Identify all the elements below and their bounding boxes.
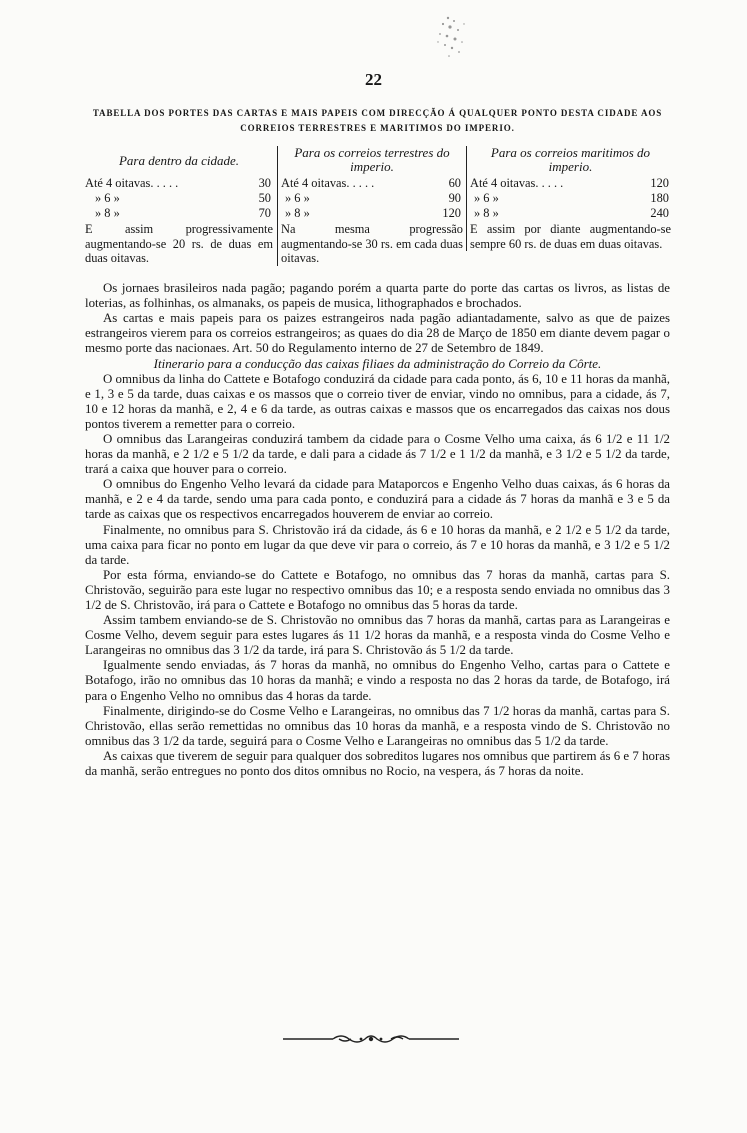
rate-label: » 6 » <box>474 191 499 205</box>
rate-value: 120 <box>442 206 461 220</box>
paragraph: Os jornaes brasileiros nada pagão; pagando porém a quarta parte do porte das cartas os livros, as listas de loterias, as folhinhas, os almanaks, os papeis de musica, lithographados e brochados. <box>85 281 670 311</box>
rate-column-sea-mail <box>466 146 671 251</box>
column-note: Na mesma progressão augmentando-se 30 rs. em cada duas oitavas. <box>281 222 463 265</box>
rate-label: » 8 » <box>474 206 499 220</box>
body-text <box>85 281 670 779</box>
column-heading: Para os correios maritimos do imperio. <box>490 145 651 174</box>
paragraph: Finalmente, dirigindo-se do Cosme Velho e Larangeiras, no omnibus das 7 1/2 horas da manhã, cartas para S. Christovão, ellas serão remettidas no omnibus das 10 horas da manhã, e a resposta vindo de S. Christovão no omnibus das 3 1/2 da tarde, seguirá para o Cosme Velho e Larangeiras no omnibus das 5 1/2 da tarde. <box>85 703 670 748</box>
column-heading: Para dentro da cidade. <box>118 153 240 168</box>
rate-row <box>85 176 273 191</box>
paragraph: O omnibus do Engenho Velho levará da cidade para Mataporcos e Engenho Velho duas caixas, ás 6 horas da manhã, e 2 e 4 da tarde, sendo uma para cada ponto, e conduzirá para a cidade ás 7 horas da manhã e 3 e 5 da tarde as caixas que os respectivos encarregados houverem de enviar ao correio. <box>85 477 670 522</box>
rate-value: 90 <box>448 191 461 205</box>
table-title: TABELLA DOS PORTES DAS CARTAS E MAIS PAPEIS COM DIRECÇÃO Á QUALQUER PONTO DESTA CIDADE AOS CORREIOS TERRESTRES E MARITIMOS DO IMPERIO. <box>92 108 663 133</box>
paragraph: Igualmente sendo enviadas, ás 7 horas da manhã, no omnibus do Engenho Velho, cartas para o Cattete e Botafogo, irão no omnibus das 10 horas da manhã; e vindo a resposta no das 2 horas da tarde, de Botafogo, irá para o Engenho Velho no omnibus das 4 horas da tarde. <box>85 658 670 703</box>
paragraph: O omnibus das Larangeiras conduzirá tambem da cidade para o Cosme Velho uma caixa, ás 6 1/2 e 11 1/2 horas da manhã, e 2 1/2 e 5 1/2 da tarde, e dali para a cidade ás 7 1/2 e 1 1/2 da manhã, e 3 1/2 e 5 1/2 da tarde, trará a caixa que houver para o correio. <box>85 431 670 477</box>
page-number: 22 <box>365 70 382 89</box>
rate-row <box>85 206 273 221</box>
rate-label: » 6 » <box>285 191 310 205</box>
rate-label: » 8 » <box>285 206 310 220</box>
paragraph: Assim tambem enviando-se de S. Christovão no omnibus das 7 horas da manhã, cartas para as Larangeiras e Cosme Velho, devem seguir para estes lugares ás 11 1/2 horas da manhã, e a resposta vinda do Cosme Velho e Larangeiras no omnibus das 3 1/2 da tarde, irá para S. Christovão ás 5 1/2 da tarde. <box>85 613 670 658</box>
rate-row <box>470 191 671 206</box>
rate-value: 60 <box>448 176 461 190</box>
section-title: Itinerario para a conducção das caixas filiaes da administração do Correio da Côrte. <box>153 356 602 372</box>
column-note: E assim progressivamente augmentando-se 20 rs. de duas em duas oitavas. <box>85 222 273 265</box>
paragraph: Por esta fórma, enviando-se do Cattete e Botafogo, no omnibus das 7 horas da manhã, cartas para S. Christovão, seguirão para este lugar no respectivo omnibus das 10; e a resposta sendo enviada no omnibus das 3 1/2 de S. Christovão, irá para o Cattete e Botafogo no omnibus das 5 horas da tarde. <box>85 567 670 612</box>
rate-label: » 6 » <box>95 191 120 205</box>
rate-column-city <box>85 146 273 266</box>
rate-row <box>281 206 463 221</box>
paragraph: As caixas que tiverem de seguir para qualquer dos sobreditos lugares nos omnibus que partirem ás 6 e 7 horas da manhã, serão entregues no ponto dos ditos omnibus no Rocio, na vespera, ás 7 horas da noite. <box>85 748 670 778</box>
rate-value: 50 <box>258 191 271 205</box>
rate-value: 30 <box>258 176 271 190</box>
column-heading: Para os correios terrestres do imperio. <box>294 145 450 174</box>
rate-row <box>281 191 463 206</box>
rate-value: 120 <box>650 176 669 190</box>
rate-row <box>281 176 463 191</box>
rate-label: Até 4 oitavas. . . . . <box>470 176 564 190</box>
decorative-rule-ornament-icon <box>283 1033 459 1045</box>
rate-value: 180 <box>650 191 669 205</box>
column-note: E assim por diante augmentando-se sempre 60 rs. de duas em duas oitavas. <box>470 222 671 251</box>
rate-label: Até 4 oitavas. . . . . <box>85 176 179 190</box>
rate-value: 240 <box>650 206 669 220</box>
paragraph: O omnibus da linha do Cattete e Botafogo conduzirá da cidade para cada ponto, ás 6, 10 e 11 horas da manhã, e 1, 3 e 5 da tarde, duas caixas e os massos que o correio tiver de enviar, vindo no omnibus, para a cidade, ás 7, 10 e 12 horas da manhã, e 2, 4 e 6 da tarde, as outras caixas e massos que os encarregados das caixas nos dous pontos tiverem a remetter para o correio. <box>85 371 670 431</box>
rate-column-land-mail <box>277 146 463 266</box>
rate-row <box>470 206 671 221</box>
ink-smudge-ornament-icon <box>428 12 472 64</box>
rate-label: » 8 » <box>95 206 120 220</box>
rate-value: 70 <box>258 206 271 220</box>
rate-row <box>470 176 671 191</box>
rate-label: Até 4 oitavas. . . . . <box>281 176 375 190</box>
paragraph: As cartas e mais papeis para os paizes estrangeiros nada pagão adiantadamente, salvo as que de paizes estrangeiros vierem para os correios estrangeiros; as quaes do dia 28 de Março de 1850 em diante devem pagar o mesmo porte das nacionaes. Art. 50 do Regulamento interno de 27 de Setembro de 1849. <box>85 311 670 356</box>
paragraph: Finalmente, no omnibus para S. Christovão irá da cidade, ás 6 e 10 horas da manhã, e 2 1/2 e 5 1/2 da tarde, uma caixa para ficar no ponto em lugar da que deve vir para o correio, ás 7 e 10 horas da manhã, e 3 1/2 e 5 1/2 da tarde. <box>85 522 670 567</box>
rate-row <box>85 191 273 206</box>
